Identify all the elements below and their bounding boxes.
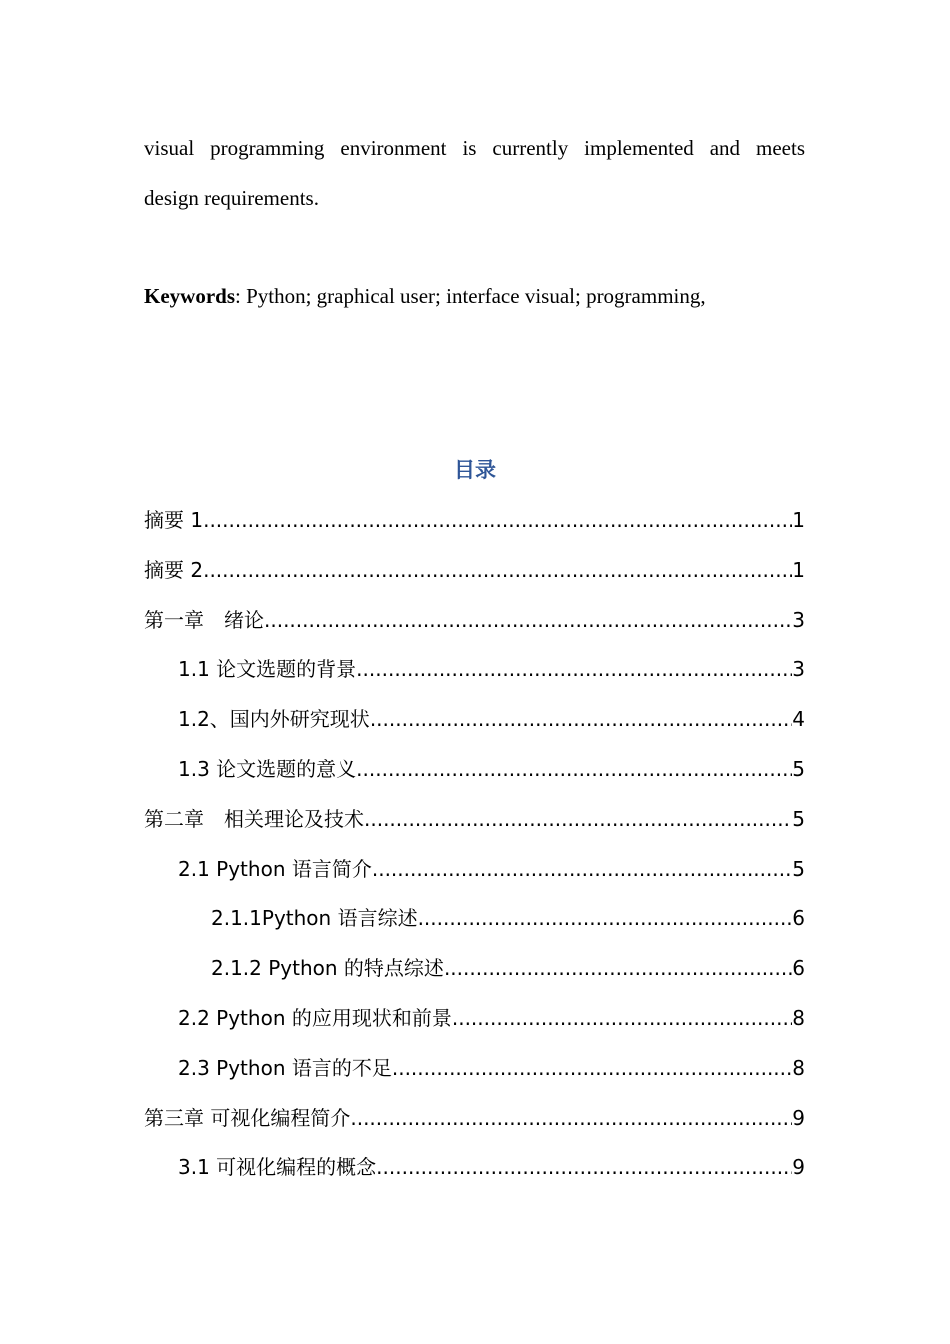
toc-dot-leader xyxy=(452,1003,792,1033)
toc-dot-leader xyxy=(372,854,792,884)
toc-entry[interactable] xyxy=(178,704,805,734)
toc-entry-page-number: 6 xyxy=(792,906,805,930)
toc-entry-page-number: 8 xyxy=(792,1056,805,1080)
toc-entry[interactable] xyxy=(144,555,805,585)
toc-dot-leader xyxy=(203,555,792,585)
toc-entry-label: 2.2 Python 的应用现状和前景 xyxy=(178,1006,452,1030)
toc-entry[interactable] xyxy=(178,1152,805,1182)
toc-entry[interactable] xyxy=(211,903,805,933)
toc-dot-leader xyxy=(203,505,792,535)
toc-entry-label: 第三章 可视化编程简介 xyxy=(144,1106,351,1130)
toc-entry-page-number: 1 xyxy=(792,508,805,532)
toc-entry-page-number: 1 xyxy=(792,558,805,582)
toc-dot-leader xyxy=(350,1103,792,1133)
toc-dot-leader xyxy=(370,704,792,734)
toc-entry-label: 2.3 Python 语言的不足 xyxy=(178,1056,392,1080)
toc-entry-page-number: 4 xyxy=(792,707,805,731)
keywords-text: : Python; graphical user; interface visual; programming, xyxy=(235,284,706,308)
toc-entry-label: 1.3 论文选题的意义 xyxy=(178,757,357,781)
toc-entry-page-number: 5 xyxy=(792,757,805,781)
abstract-line-2: design requirements. xyxy=(144,186,319,210)
toc-entry-label: 2.1.2 Python 的特点综述 xyxy=(211,956,444,980)
toc-entry-label: 1.2、国内外研究现状 xyxy=(178,707,370,731)
toc-entry-label: 摘要 1 xyxy=(144,508,204,532)
toc-entry[interactable] xyxy=(211,953,805,983)
toc-entry-page-number: 6 xyxy=(792,956,805,980)
toc-entry-page-number: 3 xyxy=(792,608,805,632)
toc-entry[interactable] xyxy=(178,1003,805,1033)
toc-title: 目录 xyxy=(454,458,496,482)
toc-entry-label: 1.1 论文选题的背景 xyxy=(178,657,357,681)
toc-entry-label: 摘要 2 xyxy=(144,558,204,582)
toc-dot-leader xyxy=(356,754,792,784)
toc-entry[interactable] xyxy=(144,1103,805,1133)
toc-dot-leader xyxy=(392,1053,792,1083)
keywords-line xyxy=(144,284,706,309)
toc-entry[interactable] xyxy=(178,654,805,684)
toc-entry-page-number: 9 xyxy=(792,1155,805,1179)
toc-entry-page-number: 9 xyxy=(792,1106,805,1130)
toc-entry-label: 第一章 绪论 xyxy=(144,608,264,632)
toc-entry-page-number: 5 xyxy=(792,807,805,831)
toc-dot-leader xyxy=(444,953,792,983)
toc-entry-label: 3.1 可视化编程的概念 xyxy=(178,1155,377,1179)
toc-dot-leader xyxy=(418,903,793,933)
toc-entry[interactable] xyxy=(144,804,805,834)
toc-entry-label: 2.1 Python 语言简介 xyxy=(178,857,372,881)
toc-entry[interactable] xyxy=(178,1053,805,1083)
toc-entry[interactable] xyxy=(178,754,805,784)
keywords-label: Keywords xyxy=(144,284,235,308)
toc-entry-page-number: 3 xyxy=(792,657,805,681)
toc-entry-label: 2.1.1Python 语言综述 xyxy=(211,906,418,930)
toc-dot-leader xyxy=(356,654,792,684)
toc-entry[interactable] xyxy=(144,605,805,635)
abstract-line-1: visual programming environment is currently implemented and meets xyxy=(144,136,805,160)
toc-entry-page-number: 8 xyxy=(792,1006,805,1030)
toc-entry[interactable] xyxy=(144,505,805,535)
toc-dot-leader xyxy=(376,1152,792,1182)
toc-entry-label: 第二章 相关理论及技术 xyxy=(144,807,364,831)
toc-dot-leader xyxy=(364,804,792,834)
toc-entry-page-number: 5 xyxy=(792,857,805,881)
toc-dot-leader xyxy=(264,605,792,635)
toc-entry[interactable] xyxy=(178,854,805,884)
